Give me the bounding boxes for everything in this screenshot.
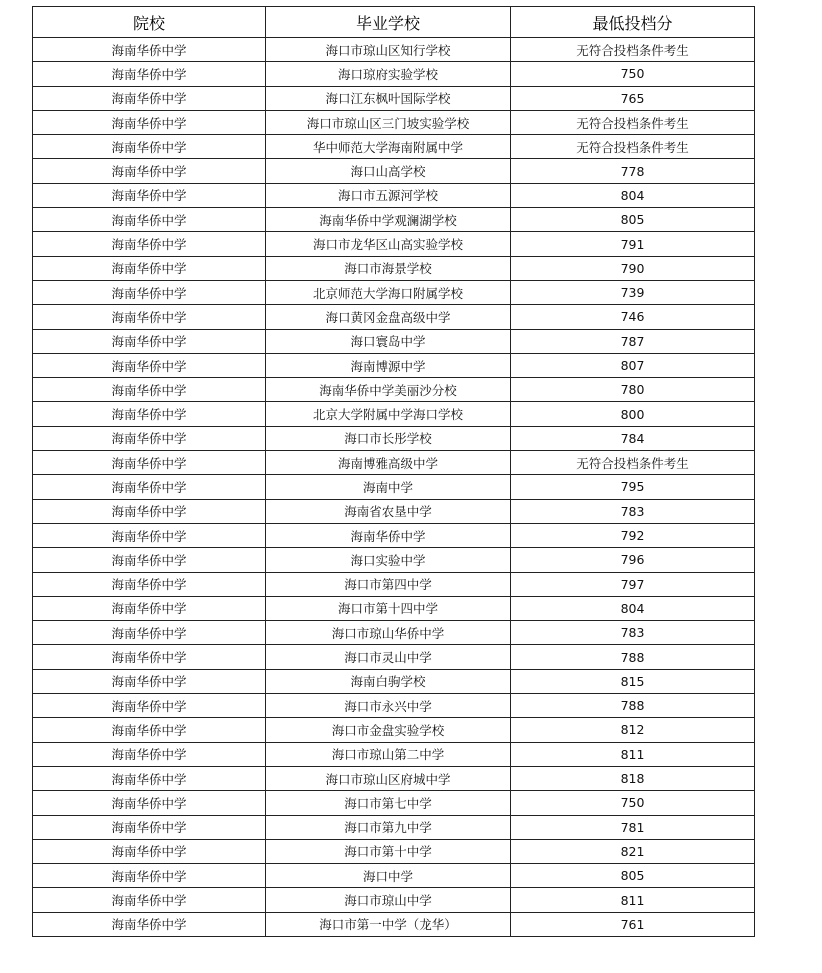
table-row	[33, 475, 755, 499]
cell-institution: 海南华侨中学	[33, 499, 266, 523]
table-row	[33, 426, 755, 450]
cell-institution: 海南华侨中学	[33, 596, 266, 620]
cell-min-score: 811	[511, 888, 755, 912]
column-header-institution: 院校	[33, 7, 266, 38]
cell-institution: 海南华侨中学	[33, 329, 266, 353]
cell-institution: 海南华侨中学	[33, 110, 266, 134]
cell-institution: 海南华侨中学	[33, 256, 266, 280]
cell-institution: 海南华侨中学	[33, 718, 266, 742]
table-row	[33, 451, 755, 475]
table-row	[33, 815, 755, 839]
cell-institution: 海南华侨中学	[33, 742, 266, 766]
cell-institution: 海南华侨中学	[33, 645, 266, 669]
cell-institution: 海南华侨中学	[33, 548, 266, 572]
cell-institution: 海南华侨中学	[33, 669, 266, 693]
table-row	[33, 912, 755, 936]
column-header-min-score: 最低投档分	[511, 7, 755, 38]
cell-min-score: 797	[511, 572, 755, 596]
cell-graduating-school: 北京师范大学海口附属学校	[266, 280, 511, 304]
cell-graduating-school: 海口市第一中学（龙华）	[266, 912, 511, 936]
cell-graduating-school: 海口山高学校	[266, 159, 511, 183]
cell-institution: 海南华侨中学	[33, 888, 266, 912]
cell-graduating-school: 海口市永兴中学	[266, 694, 511, 718]
table-body	[33, 38, 755, 937]
table-header-row	[33, 7, 755, 38]
cell-min-score: 783	[511, 621, 755, 645]
cell-graduating-school: 海口市长彤学校	[266, 426, 511, 450]
cell-institution: 海南华侨中学	[33, 183, 266, 207]
cell-institution: 海南华侨中学	[33, 62, 266, 86]
cell-institution: 海南华侨中学	[33, 378, 266, 402]
cell-graduating-school: 海口市第七中学	[266, 791, 511, 815]
table-row	[33, 523, 755, 547]
table-row	[33, 183, 755, 207]
table-row	[33, 208, 755, 232]
table-row	[33, 62, 755, 86]
table-row	[33, 353, 755, 377]
cell-min-score: 788	[511, 694, 755, 718]
cell-institution: 海南华侨中学	[33, 402, 266, 426]
cell-graduating-school: 海口市琼山华侨中学	[266, 621, 511, 645]
cell-institution: 海南华侨中学	[33, 305, 266, 329]
cell-min-score: 无符合投档条件考生	[511, 38, 755, 62]
cell-min-score: 821	[511, 839, 755, 863]
cell-min-score: 804	[511, 183, 755, 207]
cell-min-score: 812	[511, 718, 755, 742]
cell-graduating-school: 海口市海景学校	[266, 256, 511, 280]
cell-institution: 海南华侨中学	[33, 523, 266, 547]
cell-graduating-school: 海口市五源河学校	[266, 183, 511, 207]
admission-score-table	[32, 6, 755, 937]
table-row	[33, 402, 755, 426]
table-row	[33, 839, 755, 863]
cell-graduating-school: 海南华侨中学美丽沙分校	[266, 378, 511, 402]
cell-graduating-school: 海口市琼山区府城中学	[266, 766, 511, 790]
cell-institution: 海南华侨中学	[33, 475, 266, 499]
cell-min-score: 791	[511, 232, 755, 256]
cell-min-score: 780	[511, 378, 755, 402]
cell-institution: 海南华侨中学	[33, 280, 266, 304]
table-row	[33, 596, 755, 620]
cell-graduating-school: 海南博源中学	[266, 353, 511, 377]
cell-institution: 海南华侨中学	[33, 621, 266, 645]
table-row	[33, 329, 755, 353]
cell-graduating-school: 海南华侨中学	[266, 523, 511, 547]
cell-graduating-school: 海口市琼山第二中学	[266, 742, 511, 766]
cell-institution: 海南华侨中学	[33, 451, 266, 475]
cell-graduating-school: 海南省农垦中学	[266, 499, 511, 523]
table-row	[33, 110, 755, 134]
table-row	[33, 742, 755, 766]
cell-graduating-school: 海口黄冈金盘高级中学	[266, 305, 511, 329]
cell-graduating-school: 海口实验中学	[266, 548, 511, 572]
cell-graduating-school: 海口市第九中学	[266, 815, 511, 839]
cell-institution: 海南华侨中学	[33, 912, 266, 936]
cell-min-score: 796	[511, 548, 755, 572]
cell-institution: 海南华侨中学	[33, 208, 266, 232]
cell-graduating-school: 海南白驹学校	[266, 669, 511, 693]
cell-graduating-school: 海口市灵山中学	[266, 645, 511, 669]
cell-institution: 海南华侨中学	[33, 839, 266, 863]
cell-min-score: 无符合投档条件考生	[511, 110, 755, 134]
cell-min-score: 811	[511, 742, 755, 766]
table-row	[33, 572, 755, 596]
table-row	[33, 305, 755, 329]
cell-min-score: 765	[511, 86, 755, 110]
cell-institution: 海南华侨中学	[33, 791, 266, 815]
cell-institution: 海南华侨中学	[33, 135, 266, 159]
table-row	[33, 864, 755, 888]
cell-graduating-school: 海口市第十四中学	[266, 596, 511, 620]
cell-min-score: 无符合投档条件考生	[511, 135, 755, 159]
cell-graduating-school: 海口江东枫叶国际学校	[266, 86, 511, 110]
table-row	[33, 378, 755, 402]
cell-min-score: 781	[511, 815, 755, 839]
cell-graduating-school: 海口琼府实验学校	[266, 62, 511, 86]
cell-min-score: 无符合投档条件考生	[511, 451, 755, 475]
table-row	[33, 694, 755, 718]
table-row	[33, 38, 755, 62]
table-row	[33, 888, 755, 912]
cell-min-score: 750	[511, 62, 755, 86]
cell-graduating-school: 海南博雅高级中学	[266, 451, 511, 475]
cell-institution: 海南华侨中学	[33, 766, 266, 790]
cell-min-score: 807	[511, 353, 755, 377]
cell-graduating-school: 海南华侨中学观澜湖学校	[266, 208, 511, 232]
cell-min-score: 792	[511, 523, 755, 547]
table-row	[33, 159, 755, 183]
cell-institution: 海南华侨中学	[33, 353, 266, 377]
cell-institution: 海南华侨中学	[33, 159, 266, 183]
cell-graduating-school: 海南中学	[266, 475, 511, 499]
cell-min-score: 800	[511, 402, 755, 426]
cell-min-score: 790	[511, 256, 755, 280]
cell-institution: 海南华侨中学	[33, 38, 266, 62]
table-row	[33, 135, 755, 159]
cell-graduating-school: 海口中学	[266, 864, 511, 888]
table-row	[33, 621, 755, 645]
cell-min-score: 746	[511, 305, 755, 329]
cell-graduating-school: 海口市琼山区知行学校	[266, 38, 511, 62]
table-row	[33, 766, 755, 790]
cell-institution: 海南华侨中学	[33, 815, 266, 839]
cell-min-score: 788	[511, 645, 755, 669]
cell-graduating-school: 华中师范大学海南附属中学	[266, 135, 511, 159]
cell-graduating-school: 北京大学附属中学海口学校	[266, 402, 511, 426]
cell-institution: 海南华侨中学	[33, 232, 266, 256]
table-row	[33, 86, 755, 110]
table-row	[33, 669, 755, 693]
cell-min-score: 739	[511, 280, 755, 304]
cell-institution: 海南华侨中学	[33, 426, 266, 450]
cell-min-score: 805	[511, 864, 755, 888]
cell-min-score: 761	[511, 912, 755, 936]
cell-min-score: 795	[511, 475, 755, 499]
cell-min-score: 783	[511, 499, 755, 523]
cell-min-score: 784	[511, 426, 755, 450]
cell-graduating-school: 海口市琼山中学	[266, 888, 511, 912]
cell-min-score: 815	[511, 669, 755, 693]
table-row	[33, 280, 755, 304]
cell-institution: 海南华侨中学	[33, 864, 266, 888]
cell-institution: 海南华侨中学	[33, 572, 266, 596]
cell-graduating-school: 海口市第十中学	[266, 839, 511, 863]
table-row	[33, 256, 755, 280]
cell-min-score: 787	[511, 329, 755, 353]
cell-graduating-school: 海口市金盘实验学校	[266, 718, 511, 742]
column-header-graduating-school: 毕业学校	[266, 7, 511, 38]
table-row	[33, 499, 755, 523]
cell-institution: 海南华侨中学	[33, 86, 266, 110]
cell-graduating-school: 海口市龙华区山高实验学校	[266, 232, 511, 256]
table-row	[33, 548, 755, 572]
cell-min-score: 804	[511, 596, 755, 620]
table-row	[33, 791, 755, 815]
cell-min-score: 778	[511, 159, 755, 183]
table-row	[33, 645, 755, 669]
table-row	[33, 718, 755, 742]
cell-min-score: 805	[511, 208, 755, 232]
cell-graduating-school: 海口市第四中学	[266, 572, 511, 596]
cell-graduating-school: 海口寰岛中学	[266, 329, 511, 353]
table-row	[33, 232, 755, 256]
cell-min-score: 750	[511, 791, 755, 815]
cell-graduating-school: 海口市琼山区三门坡实验学校	[266, 110, 511, 134]
cell-institution: 海南华侨中学	[33, 694, 266, 718]
cell-min-score: 818	[511, 766, 755, 790]
